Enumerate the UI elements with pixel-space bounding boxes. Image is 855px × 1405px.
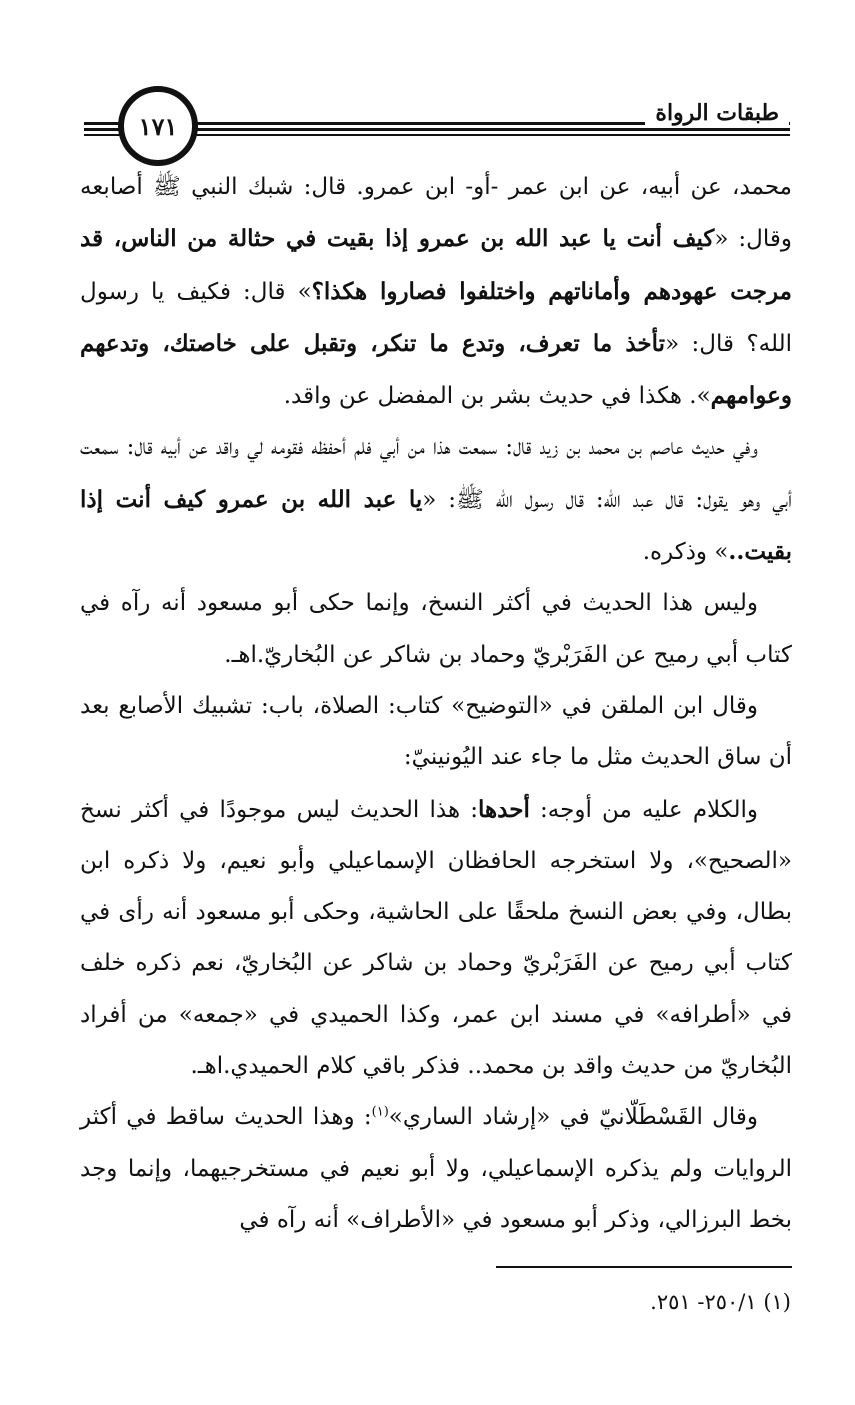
text-run: محمد، عن أبيه، عن ابن عمر -أو- ابن عمرو. قال: شبك النبي ﷺ أصابعه وقال: « (80, 174, 793, 253)
text-run: : وهذا الحديث ساقط في أكثر الروايات ولم يذكره الإسماعيلي، ولا أبو نعيم في مستخرجيهما، وإنما وجد بخط البرزالي، وذكر أبو مسعود في «الأطراف» أنه رآه في (80, 1104, 792, 1233)
page-number-badge (118, 86, 198, 166)
text-run: ». هكذا في حديث بشر بن المفضل عن واقد. (283, 383, 711, 410)
text-run: وفي حديث عاصم بن محمد بن زيد قال: سمعت هذا من أبي فلم أحفظه فقومه لي واقد عن أبيه قال: سمعت أبي وهو يقول: قال عبد الله: قال رسول الله ﷺ: « (80, 434, 792, 513)
paragraph (80, 784, 792, 1093)
page-number: ١٧١ (138, 111, 178, 141)
paragraph: وقال ابن الملقن في «التوضيح» كتاب: الصلاة، باب: تشبيك الأصابع بعد أن ساق الحديث مثل ما جاء عند اليُونينيّ: (80, 692, 792, 771)
paragraph (80, 1092, 792, 1246)
footnote-separator (496, 1266, 792, 1268)
text-run: : هذا الحديث ليس موجودًا في أكثر نسخ «الصحيح»، ولا استخرجه الحافظان الإسماعيلي وأبو نعيم، ولا ذكره ابن بطال، وفي بعض النسخ ملحقًا على الحاشية، وحكى أبو مسعود أنه رأى في كتاب أبي رميح عن الفَرَبْريّ وحماد بن شاكر عن البُخاريّ، نعم ذكره خلف في «أطرافه» في مسند ابن عمر، وكذا الحميدي في «جمعه» من أفراد البُخاريّ من حديث واقد بن محمد.. فذكر باقي كلام الحميدي.اهـ. (80, 796, 792, 1080)
hadith-quote: تأخذ ما تعرف، وتدع ما تنكر، وتقبل على خاصتك، وتدعهم وعوامهم (80, 329, 792, 410)
body-text (80, 162, 792, 1246)
paragraph (80, 162, 792, 422)
paragraph: وليس هذا الحديث في أكثر النسخ، وإنما حكى أبو مسعود أنه رآه في كتاب أبي رميح عن الفَرَبْريّ وحماد بن شاكر عن البُخاريّ.اهـ. (80, 590, 792, 668)
text-run: والكلام عليه من أوجه: (529, 796, 758, 823)
hadith-quote: يا عبد الله بن عمرو كيف أنت إذا بقيت.. (80, 485, 792, 566)
footnote-marker: (١) (371, 1104, 389, 1120)
paragraph (80, 422, 792, 578)
text-run: وقال القَسْطَلّانيّ في «إرشاد الساري» (388, 1104, 758, 1131)
emphasis: أحدها (478, 795, 530, 823)
footnote: (١) ٢٥٠/١- ٢٥١. (650, 1290, 791, 1314)
hadith-quote: كيف أنت يا عبد الله بن عمرو إذا بقيت في حثالة من الناس، قد مرجت عهودهم وأماناتهم واختلفوا فصاروا هكذا؟ (80, 225, 792, 305)
text-run: » قال: فكيف يا رسول الله؟ قال: « (80, 278, 792, 357)
text-run: » وذكره. (642, 539, 729, 566)
running-header-title: طبقات الرواة (645, 100, 789, 126)
